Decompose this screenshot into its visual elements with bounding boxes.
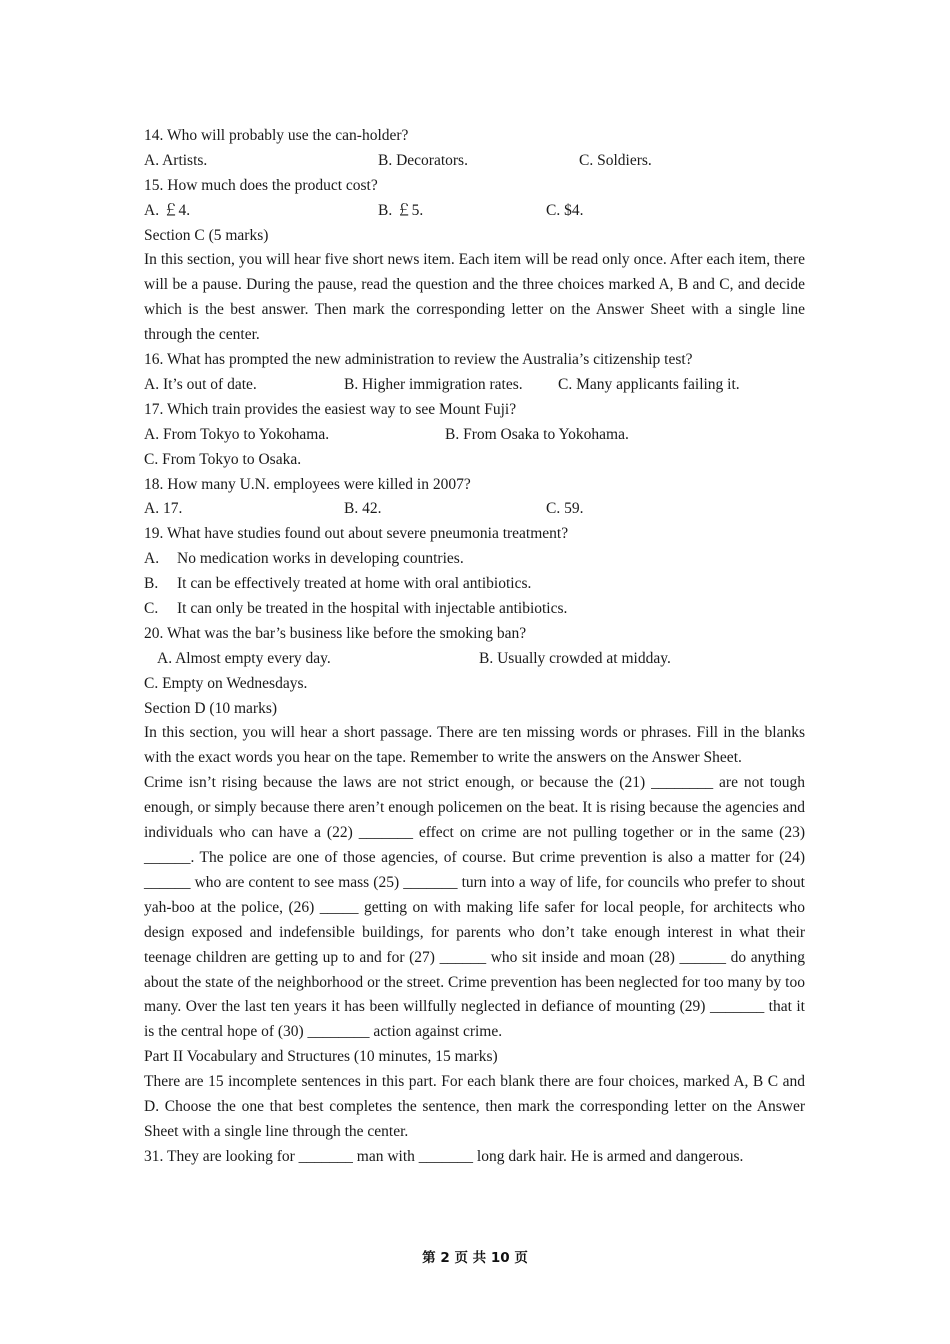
- option-b: B. Usually crowded at midday.: [479, 649, 671, 667]
- option-b: B. Decorators.: [378, 151, 468, 169]
- section-d-title: Section D (10 marks): [144, 699, 278, 717]
- question-18-options: [144, 497, 805, 522]
- option-c: C. Many applicants failing it.: [558, 375, 740, 393]
- section-c-instructions: In this section, you will hear five short news item. Each item will be read only once. After each item, there will be a pause. During the pause, read the question and the three choices marked A, B and C, and decide which is the best answer. Then mark the corresponding letter on the Answer Sheet with a single line through the center.: [144, 251, 805, 344]
- option-a: A. Artists.: [144, 151, 208, 169]
- part-2-instructions: There are 15 incomplete sentences in this part. For each blank there are four choices, marked A, B C and D. Choose the one that best completes the sentence, then mark the corresponding letter on the Answer Sheet with a single line through the center.: [144, 1073, 805, 1140]
- option-c: C. 59.: [546, 500, 584, 518]
- question-16-options: [144, 373, 805, 398]
- question-31: 31. They are looking for _______ man with _______ long dark hair. He is armed and dangerous.: [144, 1147, 744, 1165]
- section-d-instructions: In this section, you will hear a short passage. There are ten missing words or phrases. Fill in the blanks with the exact words you hear on the tape. Remember to write the answers on the Answer Sheet.: [144, 724, 805, 767]
- option-text: It can be effectively treated at home with oral antibiotics.: [177, 575, 532, 593]
- question-14-options: [144, 149, 805, 174]
- option-b: B. Higher immigration rates.: [344, 375, 523, 393]
- question-14: 14. Who will probably use the can-holder?: [144, 127, 409, 144]
- option-a: A. From Tokyo to Yokohama.: [144, 425, 330, 443]
- question-20: 20. What was the bar’s business like before the smoking ban?: [144, 624, 527, 642]
- section-c-title: Section C (5 marks): [144, 226, 269, 244]
- question-17: 17. Which train provides the easiest way to see Mount Fuji?: [144, 400, 517, 418]
- option-b: [144, 572, 805, 597]
- question-17-options: [144, 423, 805, 448]
- option-c: [144, 597, 805, 622]
- option-a: A. It’s out of date.: [144, 375, 257, 393]
- option-a: A. 17.: [144, 500, 183, 518]
- option-b: B. ￡5.: [378, 201, 424, 219]
- option-b: B. From Osaka to Yokohama.: [445, 425, 629, 443]
- question-15-options: [144, 199, 805, 224]
- option-text: It can only be treated in the hospital with injectable antibiotics.: [177, 599, 568, 617]
- question-16: 16. What has prompted the new administration to review the Australia’s citizenship test?: [144, 351, 693, 369]
- option-key: B.: [144, 575, 159, 593]
- option-a: A. Almost empty every day.: [157, 649, 331, 667]
- option-text: No medication works in developing countries.: [177, 550, 464, 568]
- option-c: C. From Tokyo to Osaka.: [144, 450, 302, 468]
- option-a: A. ￡4.: [144, 201, 191, 219]
- option-key: C.: [144, 599, 159, 617]
- option-key: A.: [144, 550, 160, 568]
- question-15: 15. How much does the product cost?: [144, 176, 378, 194]
- question-20-options: [144, 647, 805, 672]
- part-2-title: Part II Vocabulary and Structures (10 minutes, 15 marks): [144, 1048, 498, 1066]
- option-b: B. 42.: [344, 500, 382, 518]
- option-c: C. Empty on Wednesdays.: [144, 674, 308, 692]
- option-c: C. $4.: [546, 201, 584, 219]
- exam-page: [144, 124, 805, 1170]
- option-c: C. Soldiers.: [579, 151, 652, 169]
- question-18: 18. How many U.N. employees were killed in 2007?: [144, 475, 471, 493]
- question-19: 19. What have studies found out about severe pneumonia treatment?: [144, 525, 569, 543]
- option-a: [144, 547, 805, 572]
- cloze-passage: Crime isn’t rising because the laws are not strict enough, or because the (21) ________ are not tough enough, or simply because there aren’t enough policemen on the beat. It is rising because the agencies and individuals who can have a (22) _______ effect on crime are not pulling together or in the same (23) ______. The police are one of those agencies, of course. But crime prevention is also a matter for (24) ______ who are content to see mass (25) _______ turn into a way of life, for councils who prefer to shout yah-boo at the police, (26) _____ getting on with making life safer for local people, for architects who design exposed and indefensible buildings, for parents who don’t take enough interest in what their teenage children are getting up to and for (27) ______ who sit inside and moan (28) ______ do anything about the state of the neighborhood or the street. Crime prevention has been neglected for too many by too many. Over the last ten years it has been willfully neglected in defiance of mounting (29) _______ that it is the central hope of (30) ________ action against crime.: [144, 774, 805, 1041]
- page-footer: 第 2 页 共 10 页: [422, 1250, 528, 1266]
